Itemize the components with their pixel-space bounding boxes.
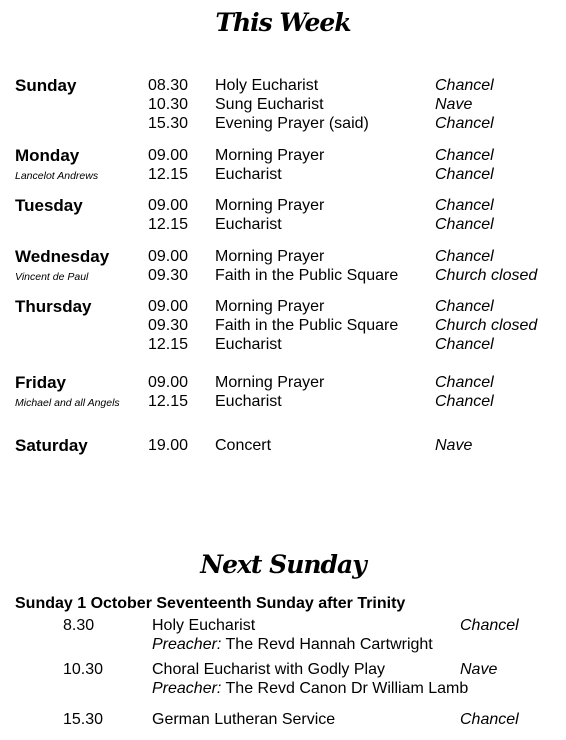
- service-time: 12.15: [148, 336, 189, 353]
- this-week-title: This Week: [215, 8, 351, 37]
- service-place: Chancel: [435, 336, 494, 353]
- service-name: Morning Prayer: [215, 197, 325, 214]
- service-place: Chancel: [435, 115, 494, 132]
- service-name: Eucharist: [215, 336, 282, 353]
- service-row: [0, 248, 566, 267]
- next-service-row: [0, 661, 566, 680]
- next-sunday-title: Next Sunday: [200, 550, 366, 579]
- service-place: Chancel: [460, 711, 519, 728]
- service-time: 10.30: [63, 661, 104, 678]
- service-row: [0, 374, 566, 393]
- service-name: Faith in the Public Square: [215, 267, 399, 284]
- day-label: Sunday: [15, 76, 77, 95]
- service-name: German Lutheran Service: [152, 711, 336, 728]
- service-time: 09.00: [148, 248, 189, 265]
- service-row: [0, 437, 566, 456]
- service-place: Chancel: [435, 298, 494, 315]
- service-time: 8.30: [63, 617, 95, 634]
- preacher-name: The Revd Hannah Cartwright: [225, 636, 433, 653]
- service-time: 12.15: [148, 216, 189, 233]
- service-place: Church closed: [435, 317, 538, 334]
- service-place: Chancel: [435, 166, 494, 183]
- service-row: [0, 298, 566, 317]
- service-time: 19.00: [148, 437, 189, 454]
- service-name: Holy Eucharist: [152, 617, 256, 634]
- service-time: 12.15: [148, 166, 189, 183]
- service-row: [0, 96, 566, 115]
- service-name: Eucharist: [215, 393, 282, 410]
- service-row: [0, 147, 566, 166]
- service-time: 09.30: [148, 317, 189, 334]
- service-name: Faith in the Public Square: [215, 317, 399, 334]
- service-place: Chancel: [435, 216, 494, 233]
- day-label: Saturday: [15, 436, 88, 455]
- service-place: Chancel: [435, 147, 494, 164]
- service-time: 12.15: [148, 393, 189, 410]
- service-row: [0, 317, 566, 336]
- service-name: Concert: [215, 437, 272, 454]
- service-time: 15.30: [63, 711, 104, 728]
- service-row: [0, 267, 566, 286]
- preacher-line: [0, 636, 566, 655]
- service-name: Holy Eucharist: [215, 77, 319, 94]
- service-row: [0, 216, 566, 235]
- service-place: Church closed: [435, 267, 538, 284]
- service-name: Morning Prayer: [215, 147, 325, 164]
- service-place: Nave: [460, 661, 498, 678]
- saint-day: Michael and all Angels: [15, 397, 120, 409]
- service-place: Chancel: [435, 374, 494, 391]
- service-row: [0, 115, 566, 134]
- service-row: [0, 393, 566, 412]
- service-time: 09.00: [148, 147, 189, 164]
- service-place: Chancel: [435, 248, 494, 265]
- service-place: Chancel: [435, 77, 494, 94]
- service-time: 09.30: [148, 267, 189, 284]
- service-name: Morning Prayer: [215, 374, 325, 391]
- saint-day: Vincent de Paul: [15, 271, 89, 283]
- day-label: Tuesday: [15, 196, 83, 215]
- service-place: Nave: [435, 437, 473, 454]
- service-time: 10.30: [148, 96, 189, 113]
- day-label: Thursday: [15, 297, 92, 316]
- service-place: Chancel: [460, 617, 519, 634]
- service-name: Eucharist: [215, 216, 282, 233]
- preacher-label: Preacher:: [152, 636, 222, 653]
- service-place: Nave: [435, 96, 473, 113]
- service-time: 09.00: [148, 374, 189, 391]
- next-service-row: [0, 711, 566, 730]
- service-time: 09.00: [148, 197, 189, 214]
- service-time: 09.00: [148, 298, 189, 315]
- day-label: Wednesday: [15, 247, 110, 266]
- service-name: Evening Prayer (said): [215, 115, 369, 132]
- service-time: 15.30: [148, 115, 189, 132]
- service-name: Choral Eucharist with Godly Play: [152, 661, 385, 678]
- service-name: Sung Eucharist: [215, 96, 324, 113]
- next-service-row: [0, 617, 566, 636]
- preacher-line: [0, 680, 566, 699]
- service-row: [0, 197, 566, 216]
- day-label: Friday: [15, 373, 67, 392]
- next-sunday-heading: Sunday 1 October Seventeenth Sunday after Trinity: [15, 595, 406, 612]
- service-name: Morning Prayer: [215, 298, 325, 315]
- service-row: [0, 77, 566, 96]
- service-place: Chancel: [435, 197, 494, 214]
- service-row: [0, 166, 566, 185]
- preacher-name: The Revd Canon Dr William Lamb: [225, 680, 469, 697]
- saint-day: Lancelot Andrews: [15, 170, 99, 182]
- service-time: 08.30: [148, 77, 189, 94]
- service-place: Chancel: [435, 393, 494, 410]
- day-label: Monday: [15, 146, 80, 165]
- service-row: [0, 336, 566, 355]
- service-name: Eucharist: [215, 166, 282, 183]
- service-name: Morning Prayer: [215, 248, 325, 265]
- preacher-label: Preacher:: [152, 680, 222, 697]
